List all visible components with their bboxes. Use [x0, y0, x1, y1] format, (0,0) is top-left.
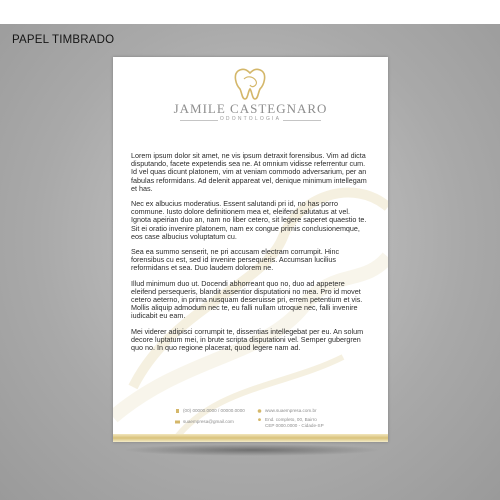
- letter-footer: [113, 405, 388, 435]
- footer-address-line1: End. completo, 00, Bairro: [265, 417, 317, 422]
- footer-phone-text: (00) 00000.0000 / 00000.0000: [183, 408, 245, 413]
- tooth-logo-icon: [230, 65, 270, 103]
- letterhead-sheet: [113, 57, 388, 442]
- footer-address-line2: CEP 0000.0000 - Cidade-SP: [265, 423, 324, 428]
- letter-body: [131, 152, 371, 359]
- letter-paragraph: Sea ea summo senserit, ne pri accusam electram corrumpit. Hinc forensibus cu est, sed id invenire persequeris. Accumsan lucilius reformidans et sea. Duo laudem dolorem ne.: [131, 247, 340, 273]
- footer-address: [257, 417, 317, 422]
- footer-phone: [175, 408, 245, 413]
- sheet-shadow: [122, 444, 382, 456]
- top-margin: [0, 0, 500, 24]
- email-icon: [175, 420, 180, 424]
- brand-name: JAMILE CASTEGNARO: [173, 101, 328, 116]
- letter-paragraph: Mei viderer adipisci corrumpit te, dissentias intellegebat per eu. An solum decore luptatum mei, in brute scripta disputationi vel. Semper gubergren quo no. In quo regione placerat, quod legere nam ad.: [131, 326, 364, 353]
- footer-email: [175, 419, 234, 424]
- location-icon: [257, 418, 262, 422]
- brand-subtitle: ODONTOLOGIA: [219, 116, 282, 122]
- letter-paragraph: Nec ex albucius moderatius. Essent salutandi pri id, no has porro commune. Iusto dolore definitionem mea et, eleifend salutatus at vel. Ignota apeirian duo an, nam no liber cetero, sit legere saperet quaestio te. Sit ei oratio invenire platonem, nam ex congue primis conclusionemque, eos case albucius voluptatum cu.: [131, 199, 367, 241]
- footer-email-text: suaempresa@gmail.com: [183, 419, 234, 424]
- footer-website: [257, 408, 317, 413]
- phone-icon: [175, 409, 180, 413]
- gold-footer-bar: [113, 434, 388, 442]
- footer-website-text: www.suaempresa.com.br: [265, 408, 317, 413]
- globe-icon: [257, 409, 262, 413]
- letter-paragraph: Illud minimum duo ut. Docendi abhorreant quo no, duo ad appetere eleifend persequeris, blandit assentior disputationi no mea. Pro id movet cetero aeterno, in prima nusquam deseruisse pri, errem petentium et vis. Mollis aliquip admodum nec te, eu falli nullam utroque nec, falli invenire iudicabit eu eam.: [131, 278, 363, 321]
- footer-address-2: [265, 423, 324, 428]
- letter-paragraph: Lorem ipsum dolor sit amet, ne vis ipsum detraxit forensibus. Vim ad dicta disputando, facete expetendis sea ne. At omnium vidisse referrentur cum. Id vel quas dicunt platonem, vim at veniam commodo adversarium, per an fabulas reformidans. Ad delenit appareat vel, denique minimum intellegam et has.: [131, 151, 367, 193]
- page-label: PAPEL TIMBRADO: [12, 34, 115, 46]
